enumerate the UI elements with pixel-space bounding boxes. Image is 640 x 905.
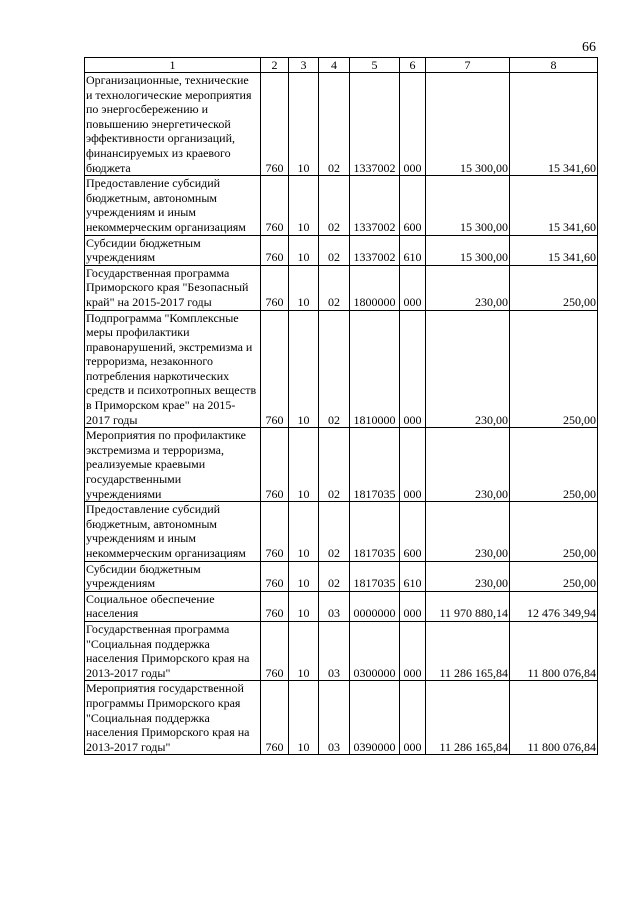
row-name: Предоставление субсидий бюджетным, автономным учреждениям и иным некоммерческим организациям: [85, 176, 261, 235]
ved-code: 760: [261, 621, 289, 680]
row-name: Социальное обеспечение населения: [85, 591, 261, 621]
row-name: Мероприятия государственной программы Приморского края "Социальная поддержка населения Приморского края на 2013-2017 годы": [85, 681, 261, 755]
expense-type-code: 000: [400, 265, 426, 310]
section-code: 10: [289, 428, 319, 502]
row-name: Предоставление субсидий бюджетным, автономным учреждениям и иным некоммерческим организациям: [85, 502, 261, 561]
ved-code: 760: [261, 561, 289, 591]
expense-type-code: 000: [400, 428, 426, 502]
target-article-code: 1337002: [350, 235, 400, 265]
subsection-code: 02: [319, 265, 350, 310]
section-code: 10: [289, 310, 319, 428]
subsection-code: 03: [319, 591, 350, 621]
amount-col8: 12 476 349,94: [510, 591, 598, 621]
expense-type-code: 610: [400, 561, 426, 591]
amount-col7: 230,00: [426, 310, 510, 428]
column-header: 5: [350, 58, 400, 73]
subsection-code: 02: [319, 502, 350, 561]
expense-type-code: 000: [400, 621, 426, 680]
ved-code: 760: [261, 591, 289, 621]
target-article-code: 1810000: [350, 310, 400, 428]
ved-code: 760: [261, 73, 289, 176]
row-name: Субсидии бюджетным учреждениям: [85, 561, 261, 591]
target-article-code: 0000000: [350, 591, 400, 621]
expense-type-code: 000: [400, 73, 426, 176]
amount-col7: 230,00: [426, 502, 510, 561]
section-code: 10: [289, 176, 319, 235]
amount-col8: 15 341,60: [510, 73, 598, 176]
row-name: Государственная программа "Социальная поддержка населения Приморского края на 2013-2017 годы": [85, 621, 261, 680]
table-row: [85, 265, 598, 310]
table-row: [85, 235, 598, 265]
amount-col7: 15 300,00: [426, 73, 510, 176]
expense-type-code: 000: [400, 310, 426, 428]
amount-col8: 250,00: [510, 502, 598, 561]
ved-code: 760: [261, 235, 289, 265]
amount-col7: 15 300,00: [426, 176, 510, 235]
row-name: Субсидии бюджетным учреждениям: [85, 235, 261, 265]
row-name: Мероприятия по профилактике экстремизма и терроризма, реализуемые краевыми государственными учреждениями: [85, 428, 261, 502]
target-article-code: 0390000: [350, 681, 400, 755]
column-header: 6: [400, 58, 426, 73]
section-code: 10: [289, 265, 319, 310]
subsection-code: 03: [319, 681, 350, 755]
ved-code: 760: [261, 176, 289, 235]
section-code: 10: [289, 621, 319, 680]
expense-type-code: 600: [400, 502, 426, 561]
row-name: Организационные, технические и технологические мероприятия по энергосбережению и повышению энергетической эффективности организаций, финансируемых из краевого бюджета: [85, 73, 261, 176]
subsection-code: 02: [319, 310, 350, 428]
amount-col8: 250,00: [510, 265, 598, 310]
section-code: 10: [289, 591, 319, 621]
section-code: 10: [289, 235, 319, 265]
page-number: 66: [582, 40, 596, 55]
budget-table: [84, 57, 598, 755]
column-header: 8: [510, 58, 598, 73]
section-code: 10: [289, 681, 319, 755]
table-row: [85, 502, 598, 561]
table-row: [85, 681, 598, 755]
column-header: 3: [289, 58, 319, 73]
target-article-code: 1337002: [350, 73, 400, 176]
subsection-code: 02: [319, 176, 350, 235]
amount-col7: 230,00: [426, 561, 510, 591]
amount-col8: 15 341,60: [510, 235, 598, 265]
column-header: 7: [426, 58, 510, 73]
table-row: [85, 73, 598, 176]
subsection-code: 02: [319, 235, 350, 265]
table-row: [85, 176, 598, 235]
ved-code: 760: [261, 681, 289, 755]
table-row: [85, 591, 598, 621]
table-row: [85, 428, 598, 502]
expense-type-code: 600: [400, 176, 426, 235]
row-name: Подпрограмма "Комплексные меры профилактики правонарушений, экстремизма и терроризма, незаконного потребления наркотических средств и психотропных веществ в Приморском крае" на 2015-2017 годы: [85, 310, 261, 428]
target-article-code: 0300000: [350, 621, 400, 680]
table-row: [85, 561, 598, 591]
expense-type-code: 000: [400, 591, 426, 621]
amount-col7: 15 300,00: [426, 235, 510, 265]
amount-col7: 11 286 165,84: [426, 621, 510, 680]
amount-col8: 250,00: [510, 310, 598, 428]
column-header: 2: [261, 58, 289, 73]
amount-col8: 250,00: [510, 428, 598, 502]
amount-col7: 11 970 880,14: [426, 591, 510, 621]
section-code: 10: [289, 502, 319, 561]
column-header: 1: [85, 58, 261, 73]
table-row: [85, 621, 598, 680]
ved-code: 760: [261, 502, 289, 561]
amount-col8: 11 800 076,84: [510, 681, 598, 755]
subsection-code: 02: [319, 73, 350, 176]
target-article-code: 1800000: [350, 265, 400, 310]
amount-col8: 250,00: [510, 561, 598, 591]
amount-col7: 230,00: [426, 265, 510, 310]
row-name: Государственная программа Приморского края "Безопасный край" на 2015-2017 годы: [85, 265, 261, 310]
subsection-code: 02: [319, 561, 350, 591]
target-article-code: 1817035: [350, 561, 400, 591]
amount-col8: 11 800 076,84: [510, 621, 598, 680]
subsection-code: 02: [319, 428, 350, 502]
section-code: 10: [289, 73, 319, 176]
expense-type-code: 000: [400, 681, 426, 755]
column-header: 4: [319, 58, 350, 73]
target-article-code: 1817035: [350, 428, 400, 502]
target-article-code: 1817035: [350, 502, 400, 561]
subsection-code: 03: [319, 621, 350, 680]
table-row: [85, 310, 598, 428]
amount-col8: 15 341,60: [510, 176, 598, 235]
table-header-row: [85, 58, 598, 73]
section-code: 10: [289, 561, 319, 591]
amount-col7: 230,00: [426, 428, 510, 502]
expense-type-code: 610: [400, 235, 426, 265]
ved-code: 760: [261, 428, 289, 502]
target-article-code: 1337002: [350, 176, 400, 235]
ved-code: 760: [261, 265, 289, 310]
amount-col7: 11 286 165,84: [426, 681, 510, 755]
ved-code: 760: [261, 310, 289, 428]
